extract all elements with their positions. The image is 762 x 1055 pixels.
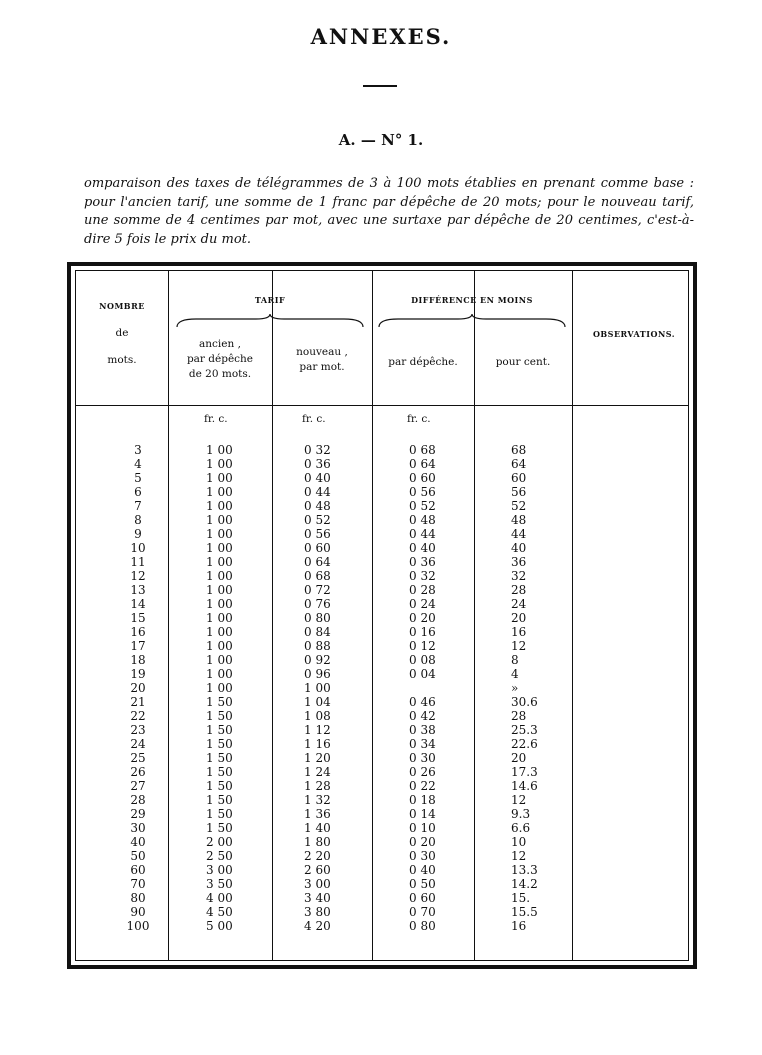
table-row [76, 863, 688, 877]
cell-new-tariff: 0 56 [304, 527, 331, 541]
cell-old-tariff: 2 50 [206, 849, 233, 863]
cell-words: 21 [130, 695, 146, 709]
cell-new-tariff: 1 08 [304, 709, 331, 723]
cell-new-tariff: 0 92 [304, 653, 331, 667]
cell-old-tariff: 2 00 [206, 835, 233, 849]
cell-new-tariff: 1 20 [304, 751, 331, 765]
cell-words: 7 [134, 499, 142, 513]
table-row [76, 709, 688, 723]
cell-difference: 0 70 [409, 905, 436, 919]
cell-new-tariff: 1 36 [304, 807, 331, 821]
cell-percent: 60 [511, 471, 527, 485]
cell-difference: 0 04 [409, 667, 436, 681]
table-row [76, 793, 688, 807]
cell-new-tariff: 0 60 [304, 541, 331, 555]
cell-new-tariff: 1 80 [304, 835, 331, 849]
table-row [76, 835, 688, 849]
document-number: A. — N° 1. [338, 131, 424, 149]
cell-old-tariff: 1 50 [206, 709, 233, 723]
cell-percent: 44 [511, 527, 527, 541]
cell-percent: 16 [511, 919, 527, 933]
table-row [76, 891, 688, 905]
cell-old-tariff: 1 50 [206, 807, 233, 821]
cell-difference: 0 30 [409, 751, 436, 765]
cell-words: 60 [130, 863, 146, 877]
cell-difference: 0 20 [409, 611, 436, 625]
cell-words: 25 [130, 751, 146, 765]
cell-words: 23 [130, 723, 146, 737]
cell-percent: 25.3 [511, 723, 538, 737]
cell-difference: 0 46 [409, 695, 436, 709]
cell-old-tariff: 1 00 [206, 471, 233, 485]
cell-percent: 40 [511, 541, 527, 555]
cell-percent: 17.3 [511, 765, 538, 779]
header-nouveau [272, 345, 372, 375]
cell-new-tariff: 1 00 [304, 681, 331, 695]
cell-new-tariff: 2 60 [304, 863, 331, 877]
header-par-depeche: par dépêche. [388, 356, 458, 368]
cell-percent: 4 [511, 667, 519, 681]
cell-words: 16 [130, 625, 146, 639]
table-row [76, 555, 688, 569]
cell-percent: 30.6 [511, 695, 538, 709]
cell-difference: 0 32 [409, 569, 436, 583]
cell-old-tariff: 1 00 [206, 597, 233, 611]
cell-words: 11 [130, 555, 146, 569]
cell-new-tariff: 1 28 [304, 779, 331, 793]
table-row [76, 443, 688, 457]
table-row [76, 597, 688, 611]
cell-words: 70 [130, 877, 146, 891]
cell-words: 3 [134, 443, 142, 457]
cell-difference: 0 64 [409, 457, 436, 471]
cell-old-tariff: 1 50 [206, 765, 233, 779]
table-row [76, 877, 688, 891]
cell-difference: 0 42 [409, 709, 436, 723]
cell-difference: 0 68 [409, 443, 436, 457]
cell-old-tariff: 1 00 [206, 583, 233, 597]
header-nouveau-line2: par mot. [299, 361, 345, 373]
header-difference: DIFFÉRENCE EN MOINS [411, 295, 533, 305]
table-row [76, 527, 688, 541]
cell-percent: 10 [511, 835, 527, 849]
cell-old-tariff: 1 00 [206, 443, 233, 457]
header-nombre: NOMBRE [99, 301, 145, 311]
header-ancien-line3: de 20 mots. [188, 368, 252, 380]
cell-words: 27 [130, 779, 146, 793]
table-row [76, 849, 688, 863]
header-pour-cent: pour cent. [495, 356, 551, 368]
table-row [76, 499, 688, 513]
cell-new-tariff: 0 68 [304, 569, 331, 583]
cell-new-tariff: 1 16 [304, 737, 331, 751]
cell-words: 15 [130, 611, 146, 625]
cell-difference: 0 48 [409, 513, 436, 527]
cell-difference: 0 30 [409, 849, 436, 863]
cell-new-tariff: 0 64 [304, 555, 331, 569]
table-body [76, 443, 688, 933]
cell-difference: 0 56 [409, 485, 436, 499]
cell-old-tariff: 1 00 [206, 653, 233, 667]
cell-words: 14 [130, 597, 146, 611]
cell-words: 24 [130, 737, 146, 751]
cell-new-tariff: 0 72 [304, 583, 331, 597]
table-row [76, 905, 688, 919]
table-row [76, 653, 688, 667]
header-ancien-line1: ancien , [199, 338, 241, 350]
cell-words: 8 [134, 513, 142, 527]
cell-difference: 0 50 [409, 877, 436, 891]
cell-new-tariff: 3 80 [304, 905, 331, 919]
table-row [76, 681, 688, 695]
cell-words: 100 [126, 919, 150, 933]
cell-new-tariff: 1 12 [304, 723, 331, 737]
cell-percent: 68 [511, 443, 527, 457]
cell-difference: 0 28 [409, 583, 436, 597]
cell-new-tariff: 1 40 [304, 821, 331, 835]
cell-new-tariff: 0 52 [304, 513, 331, 527]
table-row [76, 485, 688, 499]
unit-diff: fr. c. [407, 413, 431, 425]
cell-percent: 32 [511, 569, 527, 583]
cell-old-tariff: 1 50 [206, 737, 233, 751]
cell-new-tariff: 4 20 [304, 919, 331, 933]
cell-difference: 0 14 [409, 807, 436, 821]
title-divider [363, 85, 397, 87]
cell-percent: 48 [511, 513, 527, 527]
cell-percent: 15. [511, 891, 531, 905]
table-row [76, 821, 688, 835]
cell-difference: 0 60 [409, 471, 436, 485]
tariff-table [67, 262, 697, 969]
cell-new-tariff: 0 80 [304, 611, 331, 625]
cell-words: 9 [134, 527, 142, 541]
table-row [76, 583, 688, 597]
table-row [76, 541, 688, 555]
cell-new-tariff: 0 36 [304, 457, 331, 471]
cell-new-tariff: 2 20 [304, 849, 331, 863]
intro-paragraph: omparaison des taxes de télégrammes de 3 à 100 mots établies en prenant comme base : pour l'ancien tarif, une somme de 1 franc par dépêche de 20 mots; pour le nouveau tarif, une somme de 4 centimes par mot, avec une surtaxe par dépêche de 20 centimes, c'est-à-dire 5 fois le prix du mot. [84, 176, 694, 247]
table-row [76, 639, 688, 653]
cell-new-tariff: 0 48 [304, 499, 331, 513]
cell-percent: 20 [511, 751, 527, 765]
cell-percent: 14.6 [511, 779, 538, 793]
cell-difference: 0 80 [409, 919, 436, 933]
cell-percent: 12 [511, 793, 527, 807]
cell-new-tariff: 0 32 [304, 443, 331, 457]
table-row [76, 471, 688, 485]
cell-words: 12 [130, 569, 146, 583]
cell-percent: 8 [511, 653, 519, 667]
cell-difference: 0 18 [409, 793, 436, 807]
cell-old-tariff: 4 50 [206, 905, 233, 919]
cell-percent: 22.6 [511, 737, 538, 751]
cell-percent: 36 [511, 555, 527, 569]
cell-old-tariff: 1 50 [206, 779, 233, 793]
cell-words: 10 [130, 541, 146, 555]
cell-percent: 64 [511, 457, 527, 471]
table-row [76, 723, 688, 737]
cell-difference: 0 60 [409, 891, 436, 905]
cell-difference: 0 08 [409, 653, 436, 667]
cell-difference: 0 38 [409, 723, 436, 737]
table-row [76, 765, 688, 779]
cell-old-tariff: 3 00 [206, 863, 233, 877]
header-rule [76, 405, 688, 406]
cell-old-tariff: 1 50 [206, 695, 233, 709]
header-ancien [168, 337, 272, 382]
table-row [76, 751, 688, 765]
cell-old-tariff: 4 00 [206, 891, 233, 905]
cell-difference: 0 24 [409, 597, 436, 611]
cell-difference: 0 40 [409, 863, 436, 877]
header-mots: mots. [107, 354, 137, 366]
table-row [76, 737, 688, 751]
table-row [76, 625, 688, 639]
cell-percent: 52 [511, 499, 527, 513]
cell-new-tariff: 0 88 [304, 639, 331, 653]
unit-new: fr. c. [302, 413, 326, 425]
header-observations: OBSERVATIONS. [592, 329, 676, 339]
cell-old-tariff: 5 00 [206, 919, 233, 933]
table-row [76, 569, 688, 583]
cell-old-tariff: 1 50 [206, 723, 233, 737]
cell-old-tariff: 1 00 [206, 569, 233, 583]
cell-percent: » [511, 681, 519, 695]
cell-difference: 0 20 [409, 835, 436, 849]
cell-difference: 0 52 [409, 499, 436, 513]
cell-percent: 12 [511, 849, 527, 863]
cell-old-tariff: 1 00 [206, 457, 233, 471]
cell-new-tariff: 0 96 [304, 667, 331, 681]
cell-old-tariff: 1 00 [206, 681, 233, 695]
cell-words: 26 [130, 765, 146, 779]
cell-words: 4 [134, 457, 142, 471]
table-row [76, 611, 688, 625]
cell-percent: 28 [511, 709, 527, 723]
cell-old-tariff: 1 00 [206, 555, 233, 569]
cell-words: 50 [130, 849, 146, 863]
cell-new-tariff: 0 44 [304, 485, 331, 499]
header-ancien-line2: par dépêche [186, 353, 254, 365]
cell-old-tariff: 1 00 [206, 639, 233, 653]
unit-old: fr. c. [204, 413, 228, 425]
cell-words: 18 [130, 653, 146, 667]
cell-words: 22 [130, 709, 146, 723]
cell-difference: 0 36 [409, 555, 436, 569]
cell-new-tariff: 3 40 [304, 891, 331, 905]
cell-difference: 0 26 [409, 765, 436, 779]
cell-difference: 0 16 [409, 625, 436, 639]
table-row [76, 695, 688, 709]
header-tarif: TARIF [254, 295, 286, 305]
cell-old-tariff: 1 00 [206, 485, 233, 499]
cell-old-tariff: 1 00 [206, 499, 233, 513]
cell-old-tariff: 1 50 [206, 751, 233, 765]
cell-new-tariff: 0 76 [304, 597, 331, 611]
cell-words: 17 [130, 639, 146, 653]
cell-words: 6 [134, 485, 142, 499]
tariff-table-inner [75, 270, 689, 961]
cell-percent: 9.3 [511, 807, 531, 821]
table-row [76, 513, 688, 527]
cell-words: 29 [130, 807, 146, 821]
cell-words: 80 [130, 891, 146, 905]
table-row [76, 457, 688, 471]
tarif-brace [176, 313, 364, 329]
cell-words: 13 [130, 583, 146, 597]
cell-words: 28 [130, 793, 146, 807]
cell-words: 90 [130, 905, 146, 919]
cell-percent: 12 [511, 639, 527, 653]
cell-new-tariff: 1 24 [304, 765, 331, 779]
cell-percent: 6.6 [511, 821, 531, 835]
cell-percent: 56 [511, 485, 527, 499]
cell-words: 30 [130, 821, 146, 835]
cell-difference: 0 12 [409, 639, 436, 653]
header-nouveau-line1: nouveau , [296, 346, 348, 358]
cell-words: 19 [130, 667, 146, 681]
cell-percent: 24 [511, 597, 527, 611]
cell-old-tariff: 1 00 [206, 527, 233, 541]
cell-words: 40 [130, 835, 146, 849]
cell-new-tariff: 0 84 [304, 625, 331, 639]
cell-percent: 15.5 [511, 905, 538, 919]
cell-difference: 0 40 [409, 541, 436, 555]
cell-percent: 14.2 [511, 877, 538, 891]
cell-percent: 16 [511, 625, 527, 639]
header-de: de [115, 327, 129, 339]
cell-difference: 0 44 [409, 527, 436, 541]
cell-percent: 20 [511, 611, 527, 625]
cell-difference: 0 10 [409, 821, 436, 835]
table-row [76, 667, 688, 681]
table-row [76, 779, 688, 793]
cell-old-tariff: 3 50 [206, 877, 233, 891]
page-title: ANNEXES. [310, 24, 452, 49]
cell-new-tariff: 1 04 [304, 695, 331, 709]
cell-old-tariff: 1 00 [206, 667, 233, 681]
table-row [76, 919, 688, 933]
cell-old-tariff: 1 00 [206, 611, 233, 625]
cell-old-tariff: 1 50 [206, 793, 233, 807]
cell-words: 5 [134, 471, 142, 485]
table-row [76, 807, 688, 821]
difference-brace [378, 313, 566, 329]
cell-new-tariff: 0 40 [304, 471, 331, 485]
cell-difference: 0 22 [409, 779, 436, 793]
cell-words: 20 [130, 681, 146, 695]
cell-difference: 0 34 [409, 737, 436, 751]
cell-old-tariff: 1 50 [206, 821, 233, 835]
cell-old-tariff: 1 00 [206, 625, 233, 639]
cell-new-tariff: 1 32 [304, 793, 331, 807]
cell-percent: 13.3 [511, 863, 538, 877]
cell-old-tariff: 1 00 [206, 541, 233, 555]
cell-new-tariff: 3 00 [304, 877, 331, 891]
cell-percent: 28 [511, 583, 527, 597]
cell-old-tariff: 1 00 [206, 513, 233, 527]
